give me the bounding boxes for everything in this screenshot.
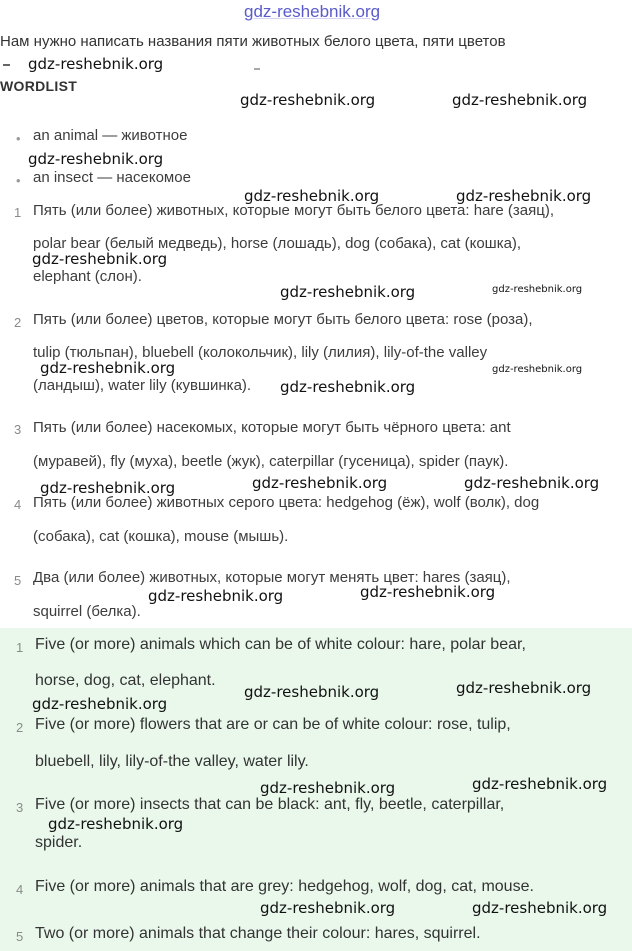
watermark: gdz-reshebnik.org xyxy=(32,250,168,268)
watermark: gdz-reshebnik.org xyxy=(492,364,583,375)
item-number: 3 xyxy=(14,422,22,437)
stray-mark xyxy=(254,68,260,70)
ru-item-line: (ландыш), water lily (кувшинка). xyxy=(33,377,252,394)
watermark: gdz-reshebnik.org xyxy=(280,378,416,396)
en-item-line: bluebell, lily, lily-of-the valley, water lily. xyxy=(35,753,309,770)
header-watermark-link[interactable]: gdz-reshebnik.org xyxy=(244,2,381,21)
ru-item-line: Пять (или более) животных, которые могут быть белого цвета: hare (заяц), xyxy=(33,202,555,219)
watermark: gdz-reshebnik.org xyxy=(452,91,588,109)
en-item-line: spider. xyxy=(35,834,83,851)
item-number: 1 xyxy=(16,640,24,655)
watermark: gdz-reshebnik.org xyxy=(148,587,284,605)
ru-item-line: Два (или более) животных, которые могут менять цвет: hares (заяц), xyxy=(33,569,511,586)
item-number: 5 xyxy=(16,929,24,944)
watermark: gdz-reshebnik.org xyxy=(28,150,164,168)
watermark: gdz-reshebnik.org xyxy=(464,474,600,492)
watermark: gdz-reshebnik.org xyxy=(456,187,592,205)
ru-item-line: Пять (или более) животных серого цвета: hedgehog (ёж), wolf (волк), dog xyxy=(33,494,540,511)
wordlist-item: an insect — насекомое xyxy=(33,169,191,186)
watermark: gdz-reshebnik.org xyxy=(244,187,380,205)
en-item-line: Five (or more) insects that can be black: ant, fly, beetle, caterpillar, xyxy=(35,796,505,813)
item-number: 5 xyxy=(14,573,22,588)
intro-text: Нам нужно написать названия пяти животных белого цвета, пяти цветов xyxy=(0,33,506,50)
watermark: gdz-reshebnik.org xyxy=(240,91,376,109)
watermark: gdz-reshebnik.org xyxy=(456,679,592,697)
item-number: 2 xyxy=(14,315,22,330)
en-item-line: Five (or more) animals which can be of white colour: hare, polar bear, xyxy=(35,636,526,653)
watermark: gdz-reshebnik.org xyxy=(472,775,608,793)
watermark: gdz-reshebnik.org xyxy=(40,479,176,497)
watermark: gdz-reshebnik.org xyxy=(260,899,396,917)
watermark: gdz-reshebnik.org xyxy=(492,284,583,295)
item-number: 4 xyxy=(16,882,24,897)
watermark: gdz-reshebnik.org xyxy=(32,695,168,713)
ru-item-line: Пять (или более) цветов, которые могут быть белого цвета: rose (роза), xyxy=(33,311,533,328)
watermark: gdz-reshebnik.org xyxy=(244,683,380,701)
item-number: 3 xyxy=(16,800,24,815)
wordlist-item: an animal — животное xyxy=(33,127,188,144)
watermark: gdz-reshebnik.org xyxy=(48,815,184,833)
en-item-line: Five (or more) flowers that are or can be of white colour: rose, tulip, xyxy=(35,716,511,733)
watermark: gdz-reshebnik.org xyxy=(252,474,388,492)
watermark: gdz-reshebnik.org xyxy=(280,283,416,301)
watermark: gdz-reshebnik.org xyxy=(260,779,396,797)
bullet-icon: • xyxy=(16,131,21,146)
ru-item-line: (собака), cat (кошка), mouse (мышь). xyxy=(33,528,289,545)
watermark: gdz-reshebnik.org xyxy=(472,899,608,917)
ru-item-line: Пять (или более) насекомых, которые могут быть чёрного цвета: ant xyxy=(33,419,511,436)
watermark: gdz-reshebnik.org xyxy=(28,55,164,73)
ru-item-line: squirrel (белка). xyxy=(33,603,141,620)
en-item-line: Two (or more) animals that change their colour: hares, squirrel. xyxy=(35,925,481,942)
ru-item-line: tulip (тюльпан), bluebell (колокольчик), lily (лилия), lily-of-the valley xyxy=(33,344,488,361)
ru-item-line: elephant (слон). xyxy=(33,268,142,285)
wordlist-title: WORDLIST xyxy=(0,78,78,94)
ru-item-line: polar bear (белый медведь), horse (лошадь), dog (собака), cat (кошка), xyxy=(33,235,522,252)
bullet-icon: • xyxy=(16,173,21,188)
item-number: 4 xyxy=(14,497,22,512)
en-item-line: Five (or more) animals that are grey: hedgehog, wolf, dog, cat, mouse. xyxy=(35,878,534,895)
en-item-line: horse, dog, cat, elephant. xyxy=(35,672,216,689)
ru-item-line: (муравей), fly (муха), beetle (жук), caterpillar (гусеница), spider (паук). xyxy=(33,453,509,470)
item-number: 2 xyxy=(16,720,24,735)
watermark: gdz-reshebnik.org xyxy=(360,583,496,601)
stray-mark xyxy=(3,64,10,66)
item-number: 1 xyxy=(14,205,22,220)
watermark: gdz-reshebnik.org xyxy=(40,359,176,377)
